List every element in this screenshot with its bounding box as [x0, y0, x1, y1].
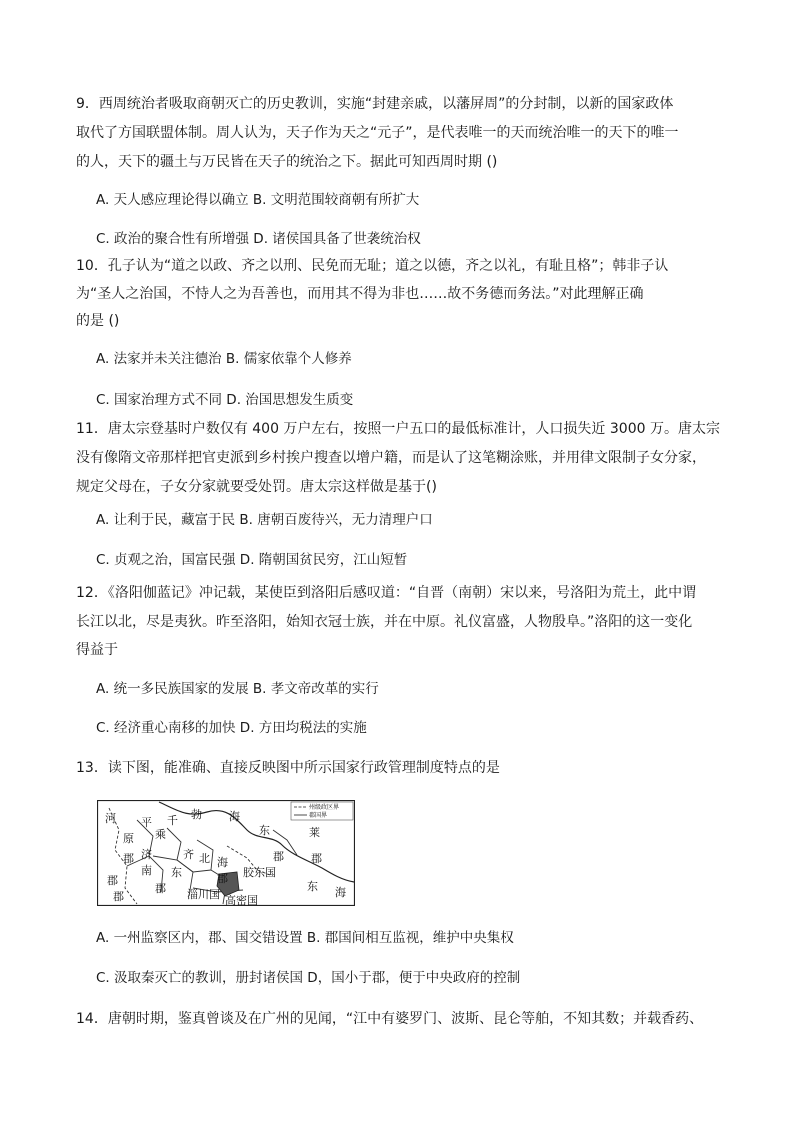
q11-line-1: 11．唐太宗登基时户数仅有 400 万户左右，按照一户五口的最低标准计，人口损失近 3000 万。唐太宗 — [76, 421, 720, 437]
map-label: 郡 — [107, 874, 118, 887]
q11-option-ab: A. 让利于民，藏富于民 B. 唐朝百废待兴，无力清理户口 — [96, 512, 433, 528]
q9-option-cd: C. 政治的聚合性有所增强 D. 诸侯国具备了世袭统治权 — [96, 231, 421, 247]
q10-line-2: 为“圣人之治国，不恃人之为吾善也，而用其不得为非也……故不务德而务法。”对此理解正确 — [76, 286, 644, 302]
map-label: 高密国 — [225, 894, 258, 906]
map-label: 郡 — [311, 852, 322, 865]
q12-line-3: 得益于 — [76, 642, 118, 658]
map-label: 莱 — [309, 826, 320, 839]
map-label: 平 — [141, 816, 152, 829]
map-label: 胶东国 — [243, 866, 276, 879]
map-label: 勃 — [191, 808, 202, 821]
legend-state-boundary: 州级政区界 — [309, 804, 340, 811]
legend-commandery-boundary: 郡国界 — [309, 812, 328, 819]
q14-line-1: 14．唐朝时期，鉴真曾谈及在广州的见闻，“江中有婆罗门、波斯、昆仑等舶，不知其数；并载香药、 — [76, 1011, 704, 1027]
map-label: 郡 — [123, 852, 134, 865]
q10-option-cd: C. 国家治理方式不同 D. 治国思想发生质变 — [96, 392, 354, 408]
map-label: 东 — [307, 880, 318, 893]
q13-option-cd: C. 汲取秦灭亡的教训，册封诸侯国 D，国小于郡，便于中央政府的控制 — [96, 970, 521, 986]
map-label: 郡 — [217, 872, 228, 885]
map-label: 河 — [105, 812, 116, 825]
q11-line-3: 规定父母在，子女分家就要受处罚。唐太宗这样做是基于() — [76, 479, 437, 495]
map-label: 海 — [217, 856, 228, 869]
q12-line-2: 长江以北，尽是夷狄。昨至洛阳，始知衣冠士族，并在中原。礼仪富盛，人物殷阜。”洛阳的这一变化 — [76, 614, 693, 630]
map-label: 齐 — [183, 848, 194, 861]
map-label: 郡 — [113, 890, 124, 903]
q9-line-1: 9．西周统治者吸取商朝灭亡的历史教训，实施“封建亲戚，以藩屏周”的分封制，以新的国家政体 — [76, 96, 674, 112]
q10-line-3: 的是 () — [76, 313, 120, 329]
map-label: 济 — [141, 848, 152, 861]
map-label: 东 — [259, 824, 270, 837]
map-label: 郡 — [155, 882, 166, 895]
map-label: 南 — [141, 864, 152, 877]
q10-option-ab: A. 法家并未关注德治 B. 儒家依靠个人修养 — [96, 351, 352, 367]
map-label: 淄川国 — [187, 888, 220, 901]
q9-option-ab: A. 天人感应理论得以确立 B. 文明范围较商朝有所扩大 — [96, 192, 420, 208]
map-label: 北 — [199, 852, 210, 865]
q9-line-3: 的人，天下的疆土与万民皆在天子的统治之下。据此可知西周时期 () — [76, 154, 498, 170]
map-label: 乘 — [155, 828, 166, 841]
q10-line-1: 10．孔子认为“道之以政、齐之以刑、民免而无耻；道之以德，齐之以礼，有耻且格”；韩非子认 — [76, 258, 669, 274]
q13-option-ab: A. 一州监察区内，郡、国交错设置 B. 郡国间相互监视，维护中央集权 — [96, 930, 514, 946]
map-figure — [97, 800, 355, 906]
map-label: 原 — [123, 832, 134, 845]
q12-line-1: 12．《洛阳伽蓝记》冲记载，某使臣到洛阳后感叹道：“自晋（南朝）宋以来，号洛阳为荒土，此中谓 — [76, 585, 697, 601]
map-label: 千 — [167, 814, 178, 827]
q12-option-cd: C. 经济重心南移的加快 D. 方田均税法的实施 — [96, 720, 367, 736]
map-label: 东 — [171, 866, 182, 879]
map-label: 海 — [229, 810, 240, 823]
q11-line-2: 没有像隋文帝那样把官吏派到乡村挨户搜查以增户籍，而是认了这笔糊涂账，并用律文限制子女分家， — [76, 450, 706, 466]
q11-option-cd: C. 贞观之治，国富民强 D. 隋朝国贫民穷，江山短暂 — [96, 552, 408, 568]
han-prefecture-map — [97, 800, 355, 906]
map-label: 郡 — [273, 850, 284, 863]
q12-option-ab: A. 统一多民族国家的发展 B. 孝文帝改革的实行 — [96, 681, 379, 697]
q13-line-1: 13．读下图，能准确、直接反映图中所示国家行政管理制度特点的是 — [76, 760, 500, 776]
map-label: 海 — [335, 886, 346, 899]
q9-line-2: 取代了方国联盟体制。周人认为，天子作为天之“元子”，是代表唯一的天而统治唯一的天下的唯一 — [76, 125, 679, 141]
